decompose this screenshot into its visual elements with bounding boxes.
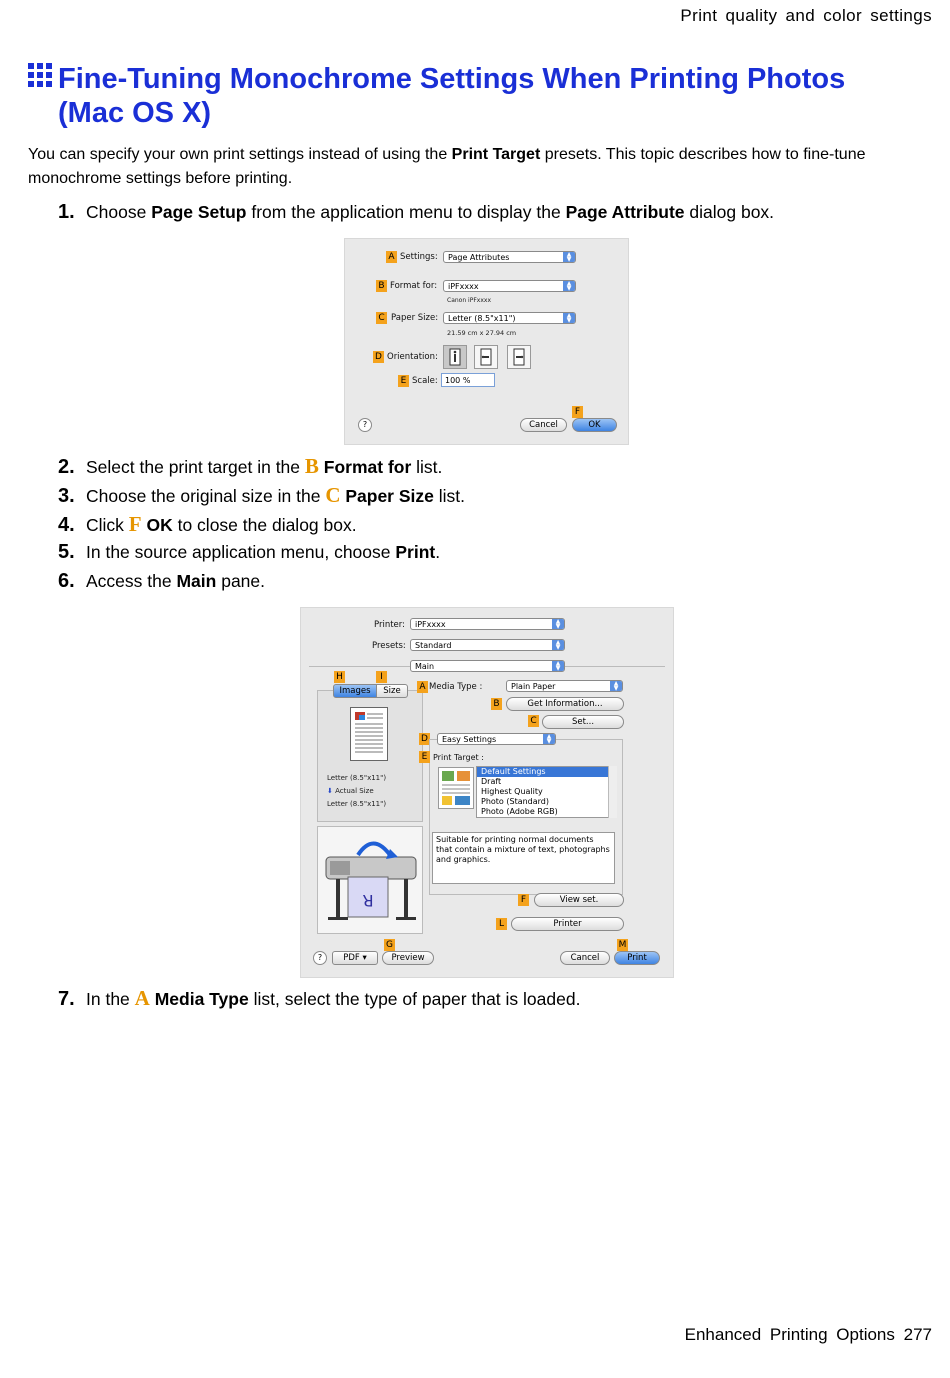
cancel-button[interactable]: Cancel bbox=[560, 951, 610, 965]
description-box: Suitable for printing normal documents that contain a mixture of text, photographs and graphics. bbox=[432, 832, 615, 884]
title-line-2: (Mac OS X) bbox=[58, 97, 212, 129]
callout-b: B bbox=[491, 698, 502, 710]
large-format-printer-icon bbox=[318, 827, 422, 933]
list-item[interactable]: Photo (Adobe RGB) bbox=[481, 807, 558, 816]
orientation-label: Orientation: bbox=[387, 352, 438, 362]
portrait-icon bbox=[444, 346, 466, 368]
easy-settings-popup[interactable]: Easy Settings ▲ ▼ bbox=[437, 733, 556, 745]
media-type-label: Media Type : bbox=[429, 682, 483, 692]
callout-i: I bbox=[376, 671, 387, 683]
printer-image-panel bbox=[317, 826, 423, 934]
step-2: 2. Select the print target in the B Format for list. bbox=[58, 454, 443, 478]
settings-label: Settings: bbox=[400, 252, 438, 262]
running-header: Print quality and color settings bbox=[680, 6, 932, 25]
callout-e: E bbox=[398, 375, 409, 387]
preview-button[interactable]: Preview bbox=[382, 951, 434, 965]
landscape-icon bbox=[475, 346, 497, 368]
callout-d: D bbox=[419, 733, 430, 745]
settings-popup[interactable]: Page Attributes ▲ ▼ bbox=[443, 251, 576, 263]
callout-f: F bbox=[572, 406, 583, 418]
page-thumbnail bbox=[350, 707, 388, 761]
callout-c: C bbox=[376, 312, 387, 324]
callout-l: L bbox=[496, 918, 507, 930]
step-4: 4. Click F OK to close the dialog box. bbox=[58, 512, 357, 536]
format-for-label: Format for: bbox=[390, 281, 438, 291]
svg-text:R: R bbox=[362, 891, 374, 910]
paper-size-popup[interactable]: Letter (8.5"x11") ▲ ▼ bbox=[443, 312, 576, 324]
step-5: 5. In the source application menu, choose Print. bbox=[58, 541, 441, 563]
cancel-button[interactable]: Cancel bbox=[520, 418, 567, 432]
presets-popup[interactable]: Standard ▲ ▼ bbox=[410, 639, 565, 651]
printer-label: Printer: bbox=[374, 620, 405, 630]
callout-f: F bbox=[518, 894, 529, 906]
format-for-subtext: Canon iPFxxxx bbox=[447, 297, 491, 304]
target-thumbnail bbox=[438, 767, 474, 809]
tab-size[interactable]: Size bbox=[376, 684, 408, 698]
list-item[interactable]: Default Settings bbox=[477, 767, 610, 777]
reverse-landscape-icon bbox=[508, 346, 530, 368]
printer-button[interactable]: Printer bbox=[511, 917, 624, 931]
page-footer: Enhanced Printing Options 277 bbox=[684, 1325, 932, 1344]
scale-label: Scale: bbox=[412, 376, 438, 386]
get-information-button[interactable]: Get Information... bbox=[506, 697, 624, 711]
grid-bullet-icon bbox=[28, 63, 52, 87]
help-button[interactable]: ? bbox=[358, 418, 372, 432]
callout-d: D bbox=[373, 351, 384, 363]
callout-c: C bbox=[528, 715, 539, 727]
printer-popup[interactable]: iPFxxxx ▲ ▼ bbox=[410, 618, 565, 630]
step-3: 3. Choose the original size in the C Paper Size list. bbox=[58, 483, 466, 507]
callout-e: E bbox=[419, 751, 430, 763]
ok-button[interactable]: OK bbox=[572, 418, 617, 432]
callout-a: A bbox=[386, 251, 397, 263]
portrait-button[interactable] bbox=[443, 345, 467, 369]
page-title bbox=[28, 62, 845, 130]
list-item[interactable]: Photo (Standard) bbox=[481, 797, 549, 806]
step-7: 7. In the A Media Type list, select the type of paper that is loaded. bbox=[58, 986, 581, 1010]
title-line-1: Fine-Tuning Monochrome Settings When Printing Photos bbox=[58, 63, 846, 95]
intro-paragraph: You can specify your own print settings instead of using the Print Target presets. This topic describes how to fine-tune monochrome settings before printing. bbox=[28, 146, 866, 187]
reverse-landscape-button[interactable] bbox=[507, 345, 531, 369]
document-thumbnail-icon bbox=[351, 708, 387, 760]
scale-input[interactable]: 100 % bbox=[441, 373, 495, 387]
target-preview-icon bbox=[439, 768, 473, 808]
print-button[interactable]: Print bbox=[614, 951, 660, 965]
view-set-button[interactable]: View set. bbox=[534, 893, 624, 907]
pane-popup[interactable]: Main ▲ ▼ bbox=[410, 660, 565, 672]
pdf-button[interactable]: PDF ▾ bbox=[332, 951, 378, 965]
presets-label: Presets: bbox=[372, 641, 406, 651]
help-button[interactable]: ? bbox=[313, 951, 327, 965]
print-target-list bbox=[476, 766, 611, 818]
page-number: 277 bbox=[903, 1325, 932, 1344]
size-info-2: ⬇ Actual Size bbox=[327, 787, 374, 795]
paper-size-subtext: 21.59 cm x 27.94 cm bbox=[447, 329, 517, 337]
print-dialog bbox=[300, 607, 674, 978]
size-info-1: Letter (8.5"x11") bbox=[327, 774, 387, 782]
callout-b: B bbox=[376, 280, 387, 292]
step-6: 6. Access the Main pane. bbox=[58, 570, 265, 592]
callout-g: G bbox=[384, 939, 395, 951]
page-setup-dialog bbox=[344, 238, 629, 445]
list-item[interactable]: Highest Quality bbox=[481, 787, 543, 796]
callout-h: H bbox=[334, 671, 345, 683]
list-item[interactable]: Draft bbox=[481, 777, 502, 786]
format-for-popup[interactable]: iPFxxxx ▲ ▼ bbox=[443, 280, 576, 292]
list-scrollbar[interactable] bbox=[608, 766, 617, 818]
media-type-popup[interactable]: Plain Paper ▲ ▼ bbox=[506, 680, 623, 692]
callout-a: A bbox=[417, 681, 428, 693]
step-1: 1. Choose Page Setup from the application menu to display the Page Attribute dialog box. bbox=[58, 201, 775, 223]
landscape-button[interactable] bbox=[474, 345, 498, 369]
paper-size-label: Paper Size: bbox=[391, 313, 439, 323]
tab-images[interactable]: Images bbox=[333, 684, 377, 698]
size-info-3: Letter (8.5"x11") bbox=[327, 800, 387, 808]
print-target-label: Print Target : bbox=[433, 753, 484, 762]
set-button[interactable]: Set... bbox=[542, 715, 624, 729]
callout-m: M bbox=[618, 940, 627, 950]
